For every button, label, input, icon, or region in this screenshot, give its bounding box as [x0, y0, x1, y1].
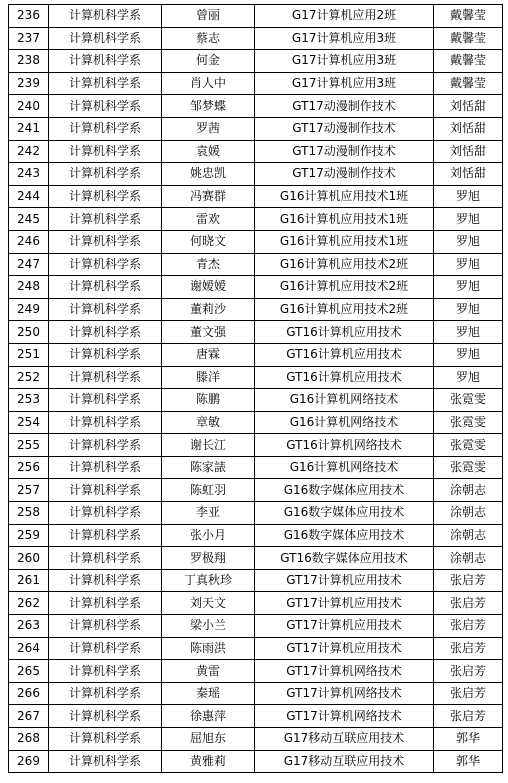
- department-cell: 计算机科学系: [49, 411, 162, 434]
- class-name-cell: GT17动漫制作技术: [255, 163, 434, 186]
- department-cell: 计算机科学系: [49, 95, 162, 118]
- row-number: 236: [9, 5, 49, 28]
- row-number: 245: [9, 208, 49, 231]
- teacher-cell: 罗旭: [434, 230, 503, 253]
- row-number: 255: [9, 434, 49, 457]
- teacher-cell: 罗旭: [434, 208, 503, 231]
- teacher-cell: 张霓雯: [434, 411, 503, 434]
- student-name-cell: 冯赛群: [162, 185, 255, 208]
- department-cell: 计算机科学系: [49, 502, 162, 525]
- table-row: [9, 434, 503, 457]
- row-number: 263: [9, 615, 49, 638]
- teacher-cell: 郭华: [434, 728, 503, 751]
- student-name-cell: 雷欢: [162, 208, 255, 231]
- row-number: 264: [9, 637, 49, 660]
- department-cell: 计算机科学系: [49, 615, 162, 638]
- class-name-cell: G16数字媒体应用技术: [255, 502, 434, 525]
- class-name-cell: G16计算机网络技术: [255, 456, 434, 479]
- teacher-cell: 张启芳: [434, 637, 503, 660]
- class-name-cell: G16计算机应用技术2班: [255, 253, 434, 276]
- teacher-cell: 涂朝志: [434, 479, 503, 502]
- table-row: [9, 524, 503, 547]
- row-number: 258: [9, 502, 49, 525]
- class-name-cell: GT17计算机应用技术: [255, 637, 434, 660]
- department-cell: 计算机科学系: [49, 163, 162, 186]
- table-row: [9, 163, 503, 186]
- class-name-cell: G16计算机网络技术: [255, 411, 434, 434]
- class-name-cell: G17计算机应用3班: [255, 72, 434, 95]
- department-cell: 计算机科学系: [49, 298, 162, 321]
- student-name-cell: 青杰: [162, 253, 255, 276]
- class-name-cell: G16计算机网络技术: [255, 389, 434, 412]
- department-cell: 计算机科学系: [49, 140, 162, 163]
- department-cell: 计算机科学系: [49, 343, 162, 366]
- row-number: 243: [9, 163, 49, 186]
- row-number: 241: [9, 117, 49, 140]
- teacher-cell: 张启芳: [434, 660, 503, 683]
- teacher-cell: 张启芳: [434, 705, 503, 728]
- table-row: [9, 343, 503, 366]
- row-number: 268: [9, 728, 49, 751]
- table-row: [9, 479, 503, 502]
- student-name-cell: 滕洋: [162, 366, 255, 389]
- table-row: [9, 50, 503, 73]
- student-name-cell: 刘天文: [162, 592, 255, 615]
- class-name-cell: G16计算机应用技术2班: [255, 276, 434, 299]
- table-row: [9, 750, 503, 773]
- department-cell: 计算机科学系: [49, 705, 162, 728]
- class-name-cell: GT16计算机应用技术: [255, 343, 434, 366]
- row-number: 254: [9, 411, 49, 434]
- table-row: [9, 140, 503, 163]
- student-name-cell: 董文强: [162, 321, 255, 344]
- department-cell: 计算机科学系: [49, 117, 162, 140]
- student-name-cell: 陈家諘: [162, 456, 255, 479]
- class-name-cell: G17计算机应用3班: [255, 27, 434, 50]
- row-number: 240: [9, 95, 49, 118]
- row-number: 257: [9, 479, 49, 502]
- table-row: [9, 569, 503, 592]
- row-number: 237: [9, 27, 49, 50]
- department-cell: 计算机科学系: [49, 185, 162, 208]
- class-name-cell: GT16计算机网络技术: [255, 434, 434, 457]
- student-name-cell: 张小月: [162, 524, 255, 547]
- department-cell: 计算机科学系: [49, 50, 162, 73]
- class-name-cell: G16计算机应用技术2班: [255, 298, 434, 321]
- teacher-cell: 张启芳: [434, 615, 503, 638]
- table-row: [9, 230, 503, 253]
- row-number: 244: [9, 185, 49, 208]
- teacher-cell: 罗旭: [434, 185, 503, 208]
- table-row: [9, 117, 503, 140]
- table-row: [9, 253, 503, 276]
- class-name-cell: GT17计算机应用技术: [255, 569, 434, 592]
- teacher-cell: 戴馨莹: [434, 5, 503, 28]
- student-name-cell: 徐惠萍: [162, 705, 255, 728]
- class-name-cell: GT17计算机网络技术: [255, 660, 434, 683]
- department-cell: 计算机科学系: [49, 682, 162, 705]
- student-name-cell: 曾丽: [162, 5, 255, 28]
- student-name-cell: 唐霖: [162, 343, 255, 366]
- table-row: [9, 95, 503, 118]
- student-name-cell: 董莉沙: [162, 298, 255, 321]
- row-number: 261: [9, 569, 49, 592]
- department-cell: 计算机科学系: [49, 547, 162, 570]
- class-name-cell: GT17动漫制作技术: [255, 95, 434, 118]
- teacher-cell: 张启芳: [434, 592, 503, 615]
- department-cell: 计算机科学系: [49, 569, 162, 592]
- teacher-cell: 涂朝志: [434, 547, 503, 570]
- student-name-cell: 屈旭东: [162, 728, 255, 751]
- teacher-cell: 罗旭: [434, 253, 503, 276]
- class-name-cell: GT16数字媒体应用技术: [255, 547, 434, 570]
- table-row: [9, 592, 503, 615]
- department-cell: 计算机科学系: [49, 592, 162, 615]
- row-number: 260: [9, 547, 49, 570]
- table-row: [9, 208, 503, 231]
- class-name-cell: GT17动漫制作技术: [255, 140, 434, 163]
- class-name-cell: GT17动漫制作技术: [255, 117, 434, 140]
- class-name-cell: GT17计算机应用技术: [255, 592, 434, 615]
- table-row: [9, 27, 503, 50]
- class-name-cell: G16数字媒体应用技术: [255, 479, 434, 502]
- row-number: 267: [9, 705, 49, 728]
- class-name-cell: G16计算机应用技术1班: [255, 208, 434, 231]
- department-cell: 计算机科学系: [49, 660, 162, 683]
- table-row: [9, 637, 503, 660]
- class-name-cell: GT17计算机网络技术: [255, 682, 434, 705]
- teacher-cell: 张启芳: [434, 569, 503, 592]
- row-number: 238: [9, 50, 49, 73]
- table-body: [9, 5, 503, 773]
- table-row: [9, 276, 503, 299]
- teacher-cell: 涂朝志: [434, 502, 503, 525]
- student-name-cell: 袁媛: [162, 140, 255, 163]
- row-number: 256: [9, 456, 49, 479]
- student-name-cell: 谢嫒嫒: [162, 276, 255, 299]
- student-name-cell: 蔡志: [162, 27, 255, 50]
- teacher-cell: 罗旭: [434, 343, 503, 366]
- row-number: 247: [9, 253, 49, 276]
- table-row: [9, 547, 503, 570]
- class-name-cell: G17计算机应用3班: [255, 50, 434, 73]
- row-number: 262: [9, 592, 49, 615]
- table-row: [9, 366, 503, 389]
- teacher-cell: 郭华: [434, 750, 503, 773]
- department-cell: 计算机科学系: [49, 728, 162, 751]
- class-name-cell: GT16计算机应用技术: [255, 321, 434, 344]
- table-row: [9, 615, 503, 638]
- table-row: [9, 321, 503, 344]
- teacher-cell: 刘恬甜: [434, 117, 503, 140]
- class-name-cell: G16计算机应用技术1班: [255, 185, 434, 208]
- teacher-cell: 张启芳: [434, 682, 503, 705]
- student-name-cell: 罗极翔: [162, 547, 255, 570]
- teacher-cell: 张霓雯: [434, 456, 503, 479]
- row-number: 253: [9, 389, 49, 412]
- row-number: 249: [9, 298, 49, 321]
- student-name-cell: 梁小兰: [162, 615, 255, 638]
- department-cell: 计算机科学系: [49, 321, 162, 344]
- class-name-cell: G16计算机应用技术1班: [255, 230, 434, 253]
- teacher-cell: 罗旭: [434, 321, 503, 344]
- teacher-cell: 戴馨莹: [434, 50, 503, 73]
- table-row: [9, 411, 503, 434]
- row-number: 265: [9, 660, 49, 683]
- department-cell: 计算机科学系: [49, 637, 162, 660]
- student-name-cell: 丁真秋珍: [162, 569, 255, 592]
- department-cell: 计算机科学系: [49, 389, 162, 412]
- table-row: [9, 705, 503, 728]
- student-name-cell: 黄雅莉: [162, 750, 255, 773]
- department-cell: 计算机科学系: [49, 434, 162, 457]
- student-name-cell: 章敏: [162, 411, 255, 434]
- row-number: 251: [9, 343, 49, 366]
- row-number: 252: [9, 366, 49, 389]
- department-cell: 计算机科学系: [49, 72, 162, 95]
- teacher-cell: 刘恬甜: [434, 163, 503, 186]
- student-name-cell: 肖人中: [162, 72, 255, 95]
- row-number: 248: [9, 276, 49, 299]
- class-name-cell: GT17计算机网络技术: [255, 705, 434, 728]
- row-number: 246: [9, 230, 49, 253]
- table-row: [9, 389, 503, 412]
- table-row: [9, 502, 503, 525]
- student-name-cell: 罗茜: [162, 117, 255, 140]
- department-cell: 计算机科学系: [49, 366, 162, 389]
- table-row: [9, 72, 503, 95]
- class-name-cell: G16数字媒体应用技术: [255, 524, 434, 547]
- department-cell: 计算机科学系: [49, 208, 162, 231]
- department-cell: 计算机科学系: [49, 479, 162, 502]
- department-cell: 计算机科学系: [49, 276, 162, 299]
- teacher-cell: 戴馨莹: [434, 72, 503, 95]
- department-cell: 计算机科学系: [49, 750, 162, 773]
- teacher-cell: 涂朝志: [434, 524, 503, 547]
- class-name-cell: G17移动互联应用技术: [255, 750, 434, 773]
- student-name-cell: 陈鹏: [162, 389, 255, 412]
- student-name-cell: 秦瑶: [162, 682, 255, 705]
- class-name-cell: G17计算机应用2班: [255, 5, 434, 28]
- department-cell: 计算机科学系: [49, 5, 162, 28]
- teacher-cell: 戴馨莹: [434, 27, 503, 50]
- student-name-cell: 黄雷: [162, 660, 255, 683]
- department-cell: 计算机科学系: [49, 230, 162, 253]
- department-cell: 计算机科学系: [49, 253, 162, 276]
- teacher-cell: 张霓雯: [434, 434, 503, 457]
- teacher-cell: 刘恬甜: [434, 95, 503, 118]
- student-table: [8, 4, 503, 773]
- teacher-cell: 罗旭: [434, 276, 503, 299]
- row-number: 250: [9, 321, 49, 344]
- department-cell: 计算机科学系: [49, 27, 162, 50]
- table-row: [9, 728, 503, 751]
- student-name-cell: 陈虹羽: [162, 479, 255, 502]
- table-row: [9, 456, 503, 479]
- row-number: 266: [9, 682, 49, 705]
- class-name-cell: GT17计算机应用技术: [255, 615, 434, 638]
- department-cell: 计算机科学系: [49, 524, 162, 547]
- row-number: 259: [9, 524, 49, 547]
- department-cell: 计算机科学系: [49, 456, 162, 479]
- teacher-cell: 张霓雯: [434, 389, 503, 412]
- teacher-cell: 罗旭: [434, 298, 503, 321]
- student-name-cell: 邹梦蝶: [162, 95, 255, 118]
- teacher-cell: 刘恬甜: [434, 140, 503, 163]
- student-name-cell: 姚忠凯: [162, 163, 255, 186]
- student-name-cell: 陈雨洪: [162, 637, 255, 660]
- table-row: [9, 5, 503, 28]
- class-name-cell: G17移动互联应用技术: [255, 728, 434, 751]
- table-row: [9, 660, 503, 683]
- student-name-cell: 何金: [162, 50, 255, 73]
- student-name-cell: 谢长江: [162, 434, 255, 457]
- row-number: 269: [9, 750, 49, 773]
- table-row: [9, 682, 503, 705]
- table-row: [9, 185, 503, 208]
- student-name-cell: 李亚: [162, 502, 255, 525]
- teacher-cell: 罗旭: [434, 366, 503, 389]
- class-name-cell: GT16计算机应用技术: [255, 366, 434, 389]
- row-number: 242: [9, 140, 49, 163]
- table-row: [9, 298, 503, 321]
- row-number: 239: [9, 72, 49, 95]
- student-name-cell: 何晓文: [162, 230, 255, 253]
